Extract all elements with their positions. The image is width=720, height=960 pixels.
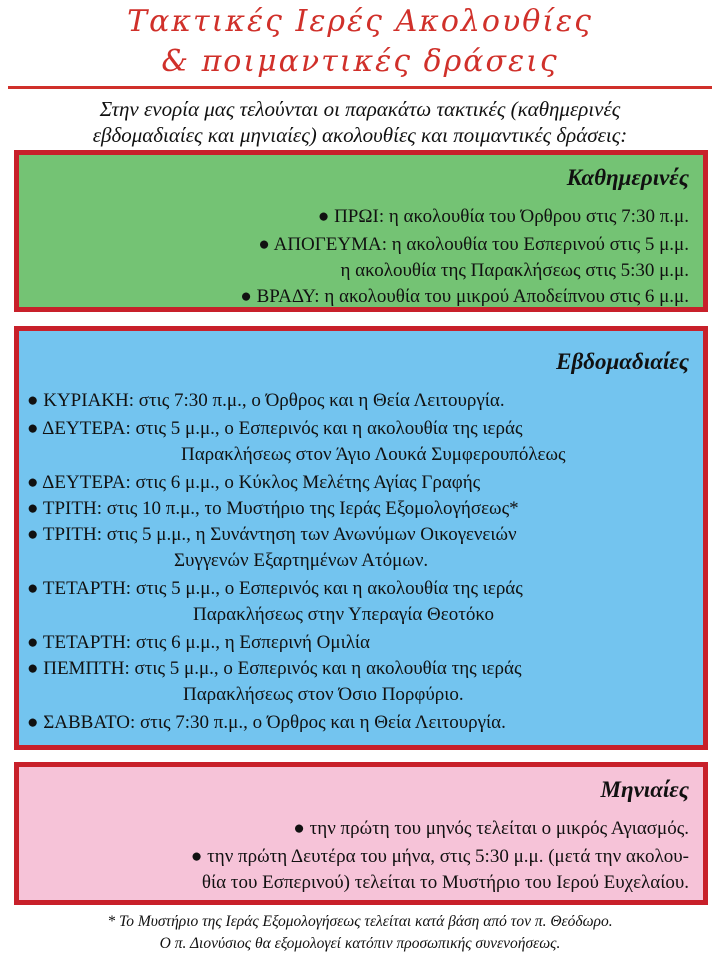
- monthly-line-2: ● την πρώτη Δευτέρα του μήνα, στις 5:30 μ.μ. (μετά την ακολου-: [190, 846, 689, 867]
- daily-line-4: ● ΒΡΑΔΥ: η ακολουθία του μικρού Αποδείπνου στις 6 μ.μ.: [240, 286, 689, 307]
- daily-line-2: ● ΑΠΟΓΕΥΜΑ: η ακολουθία του Εσπερινού στις 5 μ.μ.: [258, 234, 689, 255]
- weekly-line-4: ● ΔΕΥΤΕΡΑ: στις 6 μ.μ., ο Κύκλος Μελέτης Αγίας Γραφής: [27, 472, 481, 493]
- weekly-line-6: ● ΤΡΙΤΗ: στις 5 μ.μ., η Συνάντηση των Ανωνύμων Οικογενειών: [27, 524, 517, 545]
- weekly-line-11: ● ΠΕΜΠΤΗ: στις 5 μ.μ., ο Εσπερινός και η ακολουθία της ιεράς: [27, 658, 522, 679]
- weekly-line-7: Συγγενών Εξαρτημένων Ατόμων.: [174, 550, 429, 571]
- title-line-1: Τακτικές Ιερές Ακολουθίες: [127, 4, 593, 39]
- weekly-line-2: ● ΔΕΥΤΕΡΑ: στις 5 μ.μ., ο Εσπερινός και η ακολουθία της ιεράς: [27, 418, 523, 439]
- monthly-title: Μηνιαίες: [600, 777, 689, 802]
- monthly-line-1: ● την πρώτη του μηνός τελείται ο μικρός Αγιασμός.: [293, 818, 689, 839]
- weekly-line-8: ● ΤΕΤΑΡΤΗ: στις 5 μ.μ., ο Εσπερινός και η ακολουθία της ιεράς: [27, 578, 523, 599]
- footnote-line-1: * Το Μυστήριο της Ιεράς Εξομολογήσεως τελείται κατά βάση από τον π. Θεόδωρο.: [107, 913, 613, 930]
- monthly-section: [14, 762, 708, 905]
- daily-line-3: η ακολουθία της Παρακλήσεως στις 5:30 μ.μ.: [340, 260, 689, 281]
- title-line-2: & ποιμαντικές δράσεις: [161, 44, 559, 79]
- weekly-line-13: ● ΣΑΒΒΑΤΟ: στις 7:30 π.μ., ο Όρθρος και η Θεία Λειτουργία.: [27, 712, 506, 733]
- weekly-line-3: Παρακλήσεως στον Άγιο Λουκά Συμφερουπόλεως: [181, 444, 566, 465]
- daily-title: Καθημερινές: [566, 165, 689, 190]
- weekly-line-10: ● ΤΕΤΑΡΤΗ: στις 6 μ.μ., η Εσπερινή Ομιλία: [27, 632, 370, 653]
- footnote-line-2: Ο π. Διονύσιος θα εξομολογεί κατόπιν προσωπικής συνενοήσεως.: [159, 935, 561, 952]
- title-divider: [8, 86, 712, 89]
- intro-line-1: Στην ενορία μας τελούνται οι παρακάτω τακτικές (καθημερινές: [99, 97, 621, 121]
- weekly-line-5: ● ΤΡΙΤΗ: στις 10 π.μ., το Μυστήριο της Ιεράς Εξομολογήσεως*: [27, 498, 519, 519]
- daily-section: [14, 150, 708, 312]
- weekly-section: [14, 326, 708, 750]
- weekly-line-12: Παρακλήσεως στον Όσιο Πορφύριο.: [183, 684, 464, 705]
- weekly-line-9: Παρακλήσεως στην Υπεραγία Θεοτόκο: [193, 604, 495, 625]
- weekly-line-1: ● ΚΥΡΙΑΚΗ: στις 7:30 π.μ., ο Όρθρος και η Θεία Λειτουργία.: [27, 390, 505, 411]
- intro-line-2: εβδομαδιαίες και μηνιαίες) ακολουθίες και ποιμαντικές δράσεις:: [92, 123, 628, 147]
- daily-line-1: ● ΠΡΩΙ: η ακολουθία του Όρθρου στις 7:30 π.μ.: [317, 206, 689, 227]
- monthly-line-3: θία του Εσπερινού) τελείται το Μυστήριο του Ιερού Ευχελαίου.: [201, 872, 689, 893]
- weekly-title: Εβδομαδιαίες: [556, 349, 689, 374]
